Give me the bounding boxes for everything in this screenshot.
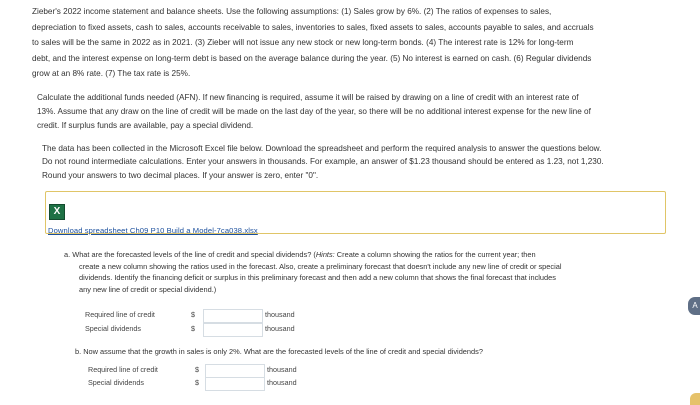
download-spreadsheet-link[interactable]: Download spreadsheet Ch09 P10 Build a Model-7ca038.xlsx [48, 226, 258, 235]
answer-label: Required line of credit [85, 310, 155, 319]
question-a [64, 249, 664, 295]
unit-label: thousand [265, 310, 295, 319]
currency-symbol: $ [191, 324, 195, 333]
answer-label: Special dividends [85, 324, 141, 333]
answer-label: Required line of credit [88, 365, 158, 374]
intro-line: grow at an 8% rate. (7) The tax rate is 25%. [32, 69, 191, 79]
afn-line: Calculate the additional funds needed (AFN). If new financing is required, assume it will be raised by drawing on a line of credit with an interest rate of [37, 93, 579, 102]
intro-line: Zieber's 2022 income statement and balance sheets. Use the following assumptions: (1) Sales grow by 6%. (2) The ratios of expenses to sales, [32, 7, 552, 16]
question-a-text: dividends. Identify the financing deficit or surplus in this preliminary forecast and then add a new column that shows the final forecast that includes [79, 273, 556, 283]
question-b-text: b. Now assume that the growth in sales is only 2%. What are the forecasted levels of the line of credit and special dividends? [75, 347, 483, 356]
a-special-dividends-input[interactable] [203, 323, 263, 337]
excel-file-icon[interactable]: X [49, 204, 65, 220]
problem-intro [32, 4, 672, 82]
question-a-text: a. What are the forecasted levels of the line of credit and special dividends? ( [64, 250, 316, 259]
question-a-text: create a new column showing the ratios used in the forecast. Also, create a preliminary forecast that doesn't include any new line of credit or special [79, 261, 562, 271]
data-line: The data has been collected in the Microsoft Excel file below. Download the spreadsheet and perform the required analysis to answer the questions below. [42, 144, 602, 153]
currency-symbol: $ [195, 365, 199, 374]
data-line: Round your answers to two decimal places. If your answer is zero, enter "0". [42, 170, 319, 180]
hint-label: Hints: [315, 250, 335, 259]
question-a-text: any new line of credit or special dividend.) [79, 284, 217, 294]
unit-label: thousand [265, 324, 295, 333]
intro-line: to sales will be the same in 2022 as in 2021. (3) Zieber will not issue any new stock or new long-term bonds. (4) The interest rate is 12% for long-term [32, 38, 574, 48]
intro-line: debt, and the interest expense on long-term debt is based on the average balance during the year. (5) No interest is earned on cash. (6) Regular dividends [32, 53, 592, 63]
intro-line: depreciation to fixed assets, cash to sales, accounts receivable to sales, inventories to sales, fixed assets to sales, accounts payable to sales, and accruals [32, 22, 594, 32]
side-panel-tab[interactable]: A [688, 297, 700, 315]
unit-label: thousand [267, 378, 297, 387]
currency-symbol: $ [191, 310, 195, 319]
afn-instructions [37, 91, 665, 133]
b-special-dividends-input[interactable] [205, 377, 265, 391]
answer-label: Special dividends [88, 378, 144, 387]
afn-line: 13%. Assume that any draw on the line of credit will be made on the last day of the year, so there will be no additional interest expense for the new line of [37, 107, 591, 116]
currency-symbol: $ [195, 378, 199, 387]
question-a-text: Create a column showing the ratios for the current year; then [334, 250, 536, 259]
afn-line: credit. If surplus funds are available, pay a special dividend. [37, 121, 254, 130]
side-panel-edge [690, 393, 700, 405]
a-line-of-credit-input[interactable] [203, 309, 263, 323]
unit-label: thousand [267, 365, 297, 374]
data-instructions [42, 142, 667, 182]
b-line-of-credit-input[interactable] [205, 364, 265, 378]
data-line: Do not round intermediate calculations. Enter your answers in thousands. For example, an answer of $1.23 thousand should be entered as 1.23, not 1,230. [42, 157, 604, 167]
